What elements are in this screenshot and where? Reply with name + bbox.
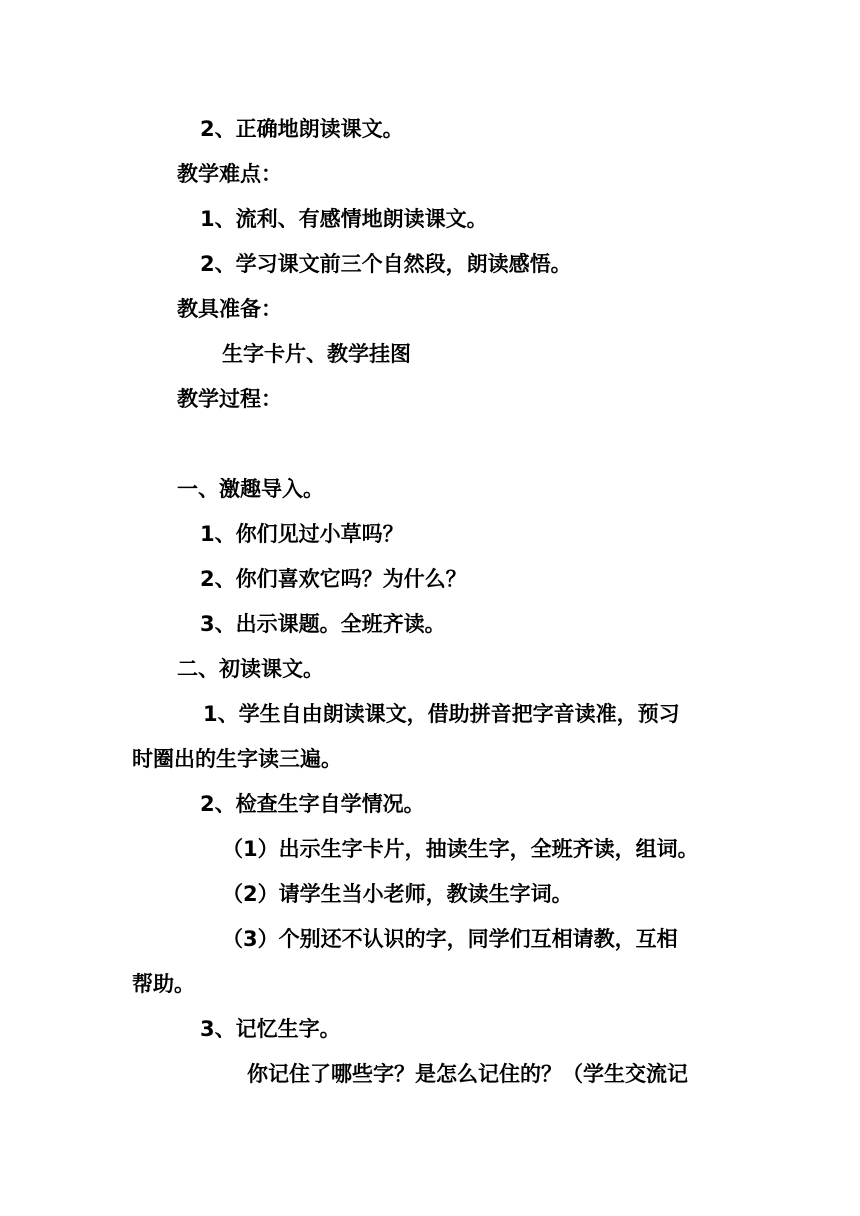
text-line: 1、流利、有感情地朗读课文。 <box>200 207 488 231</box>
text-line: 2、正确地朗读课文。 <box>200 117 404 141</box>
text-line: （1）出示生字卡片，抽读生字，全班齐读，组词。 <box>222 837 699 861</box>
text-line: 3、出示课题。全班齐读。 <box>200 612 446 636</box>
text-line: 你记住了哪些字？是怎么记住的？（学生交流记 <box>247 1062 688 1086</box>
text-line: 2、学习课文前三个自然段，朗读感悟。 <box>200 252 572 276</box>
section-heading: 教学过程： <box>177 387 282 411</box>
text-line: 3、记忆生字。 <box>200 1017 341 1041</box>
text-line: （2）请学生当小老师，教读生字词。 <box>222 882 573 906</box>
text-line: 时圈出的生字读三遍。 <box>132 747 342 771</box>
section-heading: 二、初读课文。 <box>177 657 324 681</box>
text-line: 2、你们喜欢它吗？为什么？ <box>200 567 467 591</box>
section-heading: 一、激趣导入。 <box>177 477 324 501</box>
section-heading: 教具准备： <box>177 297 282 321</box>
section-heading: 教学难点： <box>177 162 282 186</box>
text-line: 1、学生自由朗读课文，借助拼音把字音读准，预习 <box>203 702 680 726</box>
text-line: 生字卡片、教学挂图 <box>222 342 411 366</box>
text-line: （3）个别还不认识的字，同学们互相请教，互相 <box>222 927 678 951</box>
text-line: 2、检查生字自学情况。 <box>200 792 425 816</box>
text-line: 1、你们见过小草吗？ <box>200 522 404 546</box>
text-line: 帮助。 <box>132 972 195 996</box>
